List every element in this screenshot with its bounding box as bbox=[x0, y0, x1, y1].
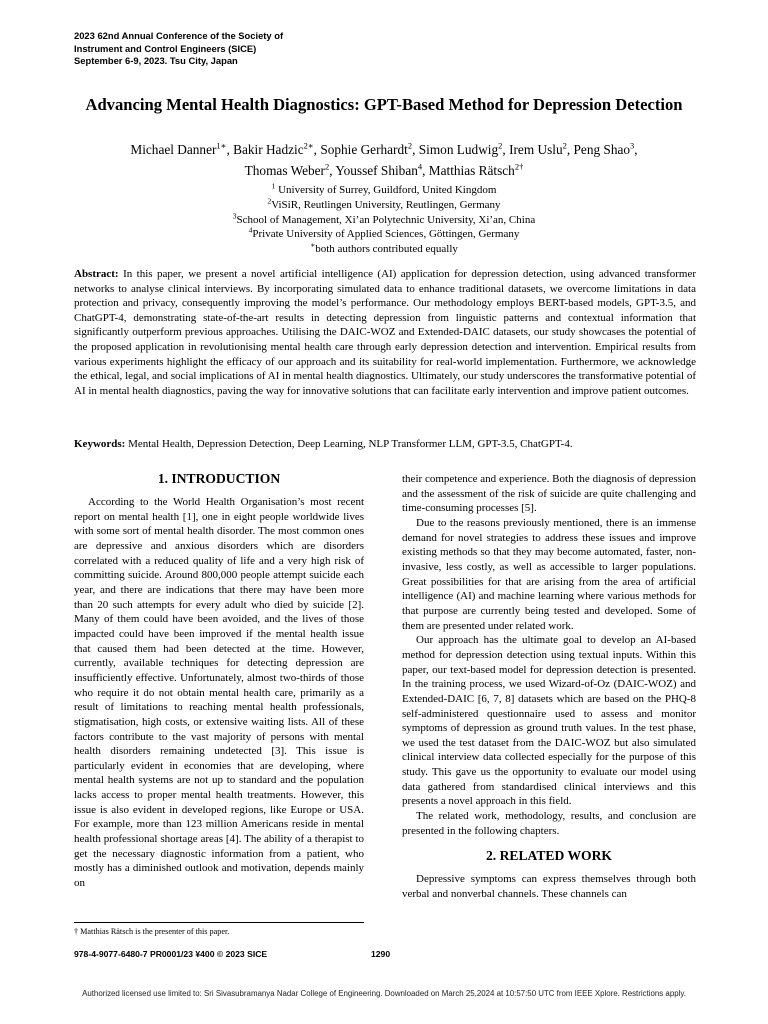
footnote-divider bbox=[74, 922, 364, 923]
author bbox=[130, 142, 226, 157]
conference-header bbox=[74, 30, 374, 68]
affiliation bbox=[60, 242, 708, 257]
left-column bbox=[74, 470, 364, 891]
license-notice: Authorized licensed use limited to: Sri Sivasubramanya Nadar College of Engineering. Downloaded on March 25,2024 at 10:57:50 UTC from IEEE Xplore. Restrictions apply. bbox=[82, 989, 686, 998]
keywords bbox=[74, 437, 696, 452]
page-number: 1290 bbox=[371, 949, 391, 959]
affiliation-text: University of Surrey, Guildford, United Kingdom bbox=[275, 184, 497, 196]
paragraph: their competence and experience. Both the diagnosis of depression and the assessment of the risk of suicide are quite challenging and time-consuming processes [5]. bbox=[402, 473, 696, 515]
author-name: Michael Danner bbox=[130, 142, 217, 157]
author bbox=[419, 142, 503, 157]
author-name: Peng Shao bbox=[573, 142, 631, 157]
author-name: Irem Uslu bbox=[509, 142, 563, 157]
affiliation bbox=[60, 198, 708, 213]
affiliation bbox=[60, 183, 708, 198]
author-affiliation-mark: 4 bbox=[417, 161, 423, 172]
author-name: Simon Ludwig bbox=[418, 142, 499, 157]
affiliation-mark: 1 bbox=[271, 181, 276, 191]
abstract bbox=[74, 267, 696, 398]
author bbox=[574, 142, 635, 157]
author-name: Bakir Hadzic bbox=[233, 142, 304, 157]
conference-line: Instrument and Control Engineers (SICE) bbox=[74, 42, 257, 54]
author-name: Matthias Rätsch bbox=[428, 163, 515, 178]
affiliation-text: School of Management, Xi’an Polytechnic University, Xi’an, China bbox=[236, 213, 536, 226]
author-affiliation-mark: 2 bbox=[324, 161, 330, 172]
author-line: Michael Danner$^{1∗}$, Bakir Hadzic$^{2∗}$, Sophie Gerhardt$^2$, Simon Ludwig$^2$, Irem Uslu$^2$, Peng Shao$^3$, bbox=[130, 140, 638, 157]
affiliation-text: Private University of Applied Sciences, Göttingen, Germany bbox=[252, 228, 520, 241]
footnote: † Matthias Rätsch is the presenter of this paper. bbox=[74, 927, 230, 936]
author bbox=[509, 142, 567, 157]
author-name: Sophie Gerhardt bbox=[320, 142, 408, 157]
affiliation bbox=[60, 227, 708, 242]
paragraph: Our approach has the ultimate goal to develop an AI-based method for depression detection using textual inputs. Within this paper, our text-based model for depression detection is presented. In the training process, we used Wizard-of-Oz (DAIC-WOZ) and Extended-DAIC [6, 7, 8] datasets which are based on the PHQ-8 self-administered questionnaire used to assess and monitor symptoms of depression as ground truth values. In the test phase, we used the test dataset from the DAIC-WOZ but also simulated clinical interview data collected especially for the purpose of this study. This gave us the opportunity to evaluate our model using data gathered from standardised clinical interviews and this presents a novel approach in this field. bbox=[402, 634, 696, 808]
conference-line: 2023 62nd Annual Conference of the Society of bbox=[74, 30, 284, 41]
affiliation-text: ViSiR, Reutlingen University, Reutlingen, Germany bbox=[271, 198, 501, 211]
paragraph: According to the World Health Organisation’s most recent report on mental health [1], one in eight people worldwide lives with some sort of mental health disorder. The most common ones are depressive and anxious disorders which are disorders correlated with a reduced quality of life and a very high risk of committing suicide. Around 800,000 people attempt suicide each year, and there are indications that there may have been more than 20 such attempts for every adult who died by suicide [2]. Many of them could have been avoided, and the lives of those impacted could have been improved if the mental health issue that caused them had been detected at the time. However, currently, available techniques for detecting depression are insufficiently effective. Unfortunately, almost two-thirds of those who require it do not obtain mental health care, primarily as a result of limitations to reaching mental health professionals, stigmatisation, high costs, or extensive waiting lists. All of these factors contribute to the vast majority of persons with mental health disorders remaining undetected [3]. This issue is particularly evident in economies that are developing, where mental health systems are not up to standard and the population lacks access to proper mental health treatments. However, this issue is also evident in developed regions, like Europe or USA. For example, more than 123 million Americans reside in mental health professional shortage areas [4]. The ability of a therapist to get the necessary diagnostic information from a patient, who mostly has a diminished outlook and motivation, depends mainly on bbox=[74, 496, 364, 890]
paragraph: The related work, methodology, results, and conclusion are presented in the following chapters. bbox=[402, 810, 696, 837]
author bbox=[429, 163, 524, 178]
right-column bbox=[402, 472, 696, 902]
paper-title: Advancing Mental Health Diagnostics: GPT-Based Method for Depression Detection bbox=[85, 95, 683, 114]
author-affiliation-mark: 2∗ bbox=[303, 140, 314, 151]
affiliation-mark: ∗ bbox=[310, 240, 316, 250]
author-name: Youssef Shiban bbox=[335, 163, 418, 178]
keywords-label: Keywords: bbox=[74, 438, 126, 450]
paragraph: Depressive symptoms can express themselves through both verbal and nonverbal channels. These channels can bbox=[402, 873, 696, 901]
affiliation-text: both authors contributed equally bbox=[315, 243, 458, 256]
abstract-text: In this paper, we present a novel artificial intelligence (AI) application for depression detection, using advanced transformer networks to analyse clinical interviews. By incorporating simulated data to enhance traditional datasets, we overcome limitations in data protection and privacy, consequently improving the model’s performance. Our methodology employs BERT-based models, GPT-3.5, and ChatGPT-4, demonstrating state-of-the-art results in detecting depression from linguistic patterns and contextual information that significantly outperform previous approaches. Utilising the DAIC-WOZ and Extended-DAIC datasets, our study showcases the potential of the proposed application in revolutionising mental health care through early depression detection and intervention. Empirical results from various experiments highlight the efficacy of our approach and its suitability for real-world implementation. Furthermore, we acknowledge the ethical, legal, and social implications of AI in mental health diagnostics. Ultimately, our study underscores the transformative potential of AI in mental health diagnostics, paving the way for innovative solutions that can facilitate early intervention and improve patient outcomes. bbox=[74, 268, 696, 397]
author-affiliation-mark: 2 bbox=[498, 140, 503, 151]
affiliation-mark: 2 bbox=[267, 196, 272, 206]
abstract-label: Abstract: bbox=[74, 268, 119, 280]
author-affiliation-mark: 3 bbox=[630, 140, 635, 151]
author-list bbox=[60, 139, 708, 181]
affiliation bbox=[60, 210, 708, 228]
affiliation-list bbox=[60, 183, 708, 257]
keywords-text: Mental Health, Depression Detection, Deep Learning, NLP Transformer LLM, GPT-3.5, ChatGPT-4. bbox=[128, 438, 573, 450]
author-affiliation-mark: 2 bbox=[562, 140, 567, 151]
affiliation-mark: 4 bbox=[248, 225, 253, 235]
section-heading-introduction: 1. INTRODUCTION bbox=[157, 471, 281, 486]
conference-line: September 6-9, 2023. Tsu City, Japan bbox=[74, 55, 238, 66]
author bbox=[320, 142, 412, 157]
isbn-footer: 978-4-9077-6480-7 PR0001/23 ¥400 © 2023 SICE bbox=[74, 949, 268, 959]
author-affiliation-mark: 1∗ bbox=[216, 140, 227, 151]
author-affiliation-mark: 2 bbox=[407, 140, 413, 151]
section-heading-related-work: 2. RELATED WORK bbox=[485, 848, 612, 864]
paragraph: Due to the reasons previously mentioned, there is an immense demand for novel strategies to address these issues and improve existing methods so that they may become automated, faster, non-invasive, less costly, as well as accessible to larger populations. Great possibilities for that are arising from the area of artificial intelligence (AI) and machine learning where various methods for that purpose are currently being tested and developed. Some of them are presented under related work. bbox=[402, 516, 696, 632]
author bbox=[335, 163, 422, 178]
affiliation-mark: 3 bbox=[232, 210, 237, 220]
author-line: Thomas Weber$^2$, Youssef Shiban$^4$, Matthias Rätsch$^{2\dagger}$ bbox=[244, 161, 524, 178]
author-name: Thomas Weber bbox=[244, 163, 325, 178]
author-affiliation-mark: 2† bbox=[514, 161, 524, 172]
author bbox=[233, 142, 314, 157]
author bbox=[245, 163, 330, 178]
